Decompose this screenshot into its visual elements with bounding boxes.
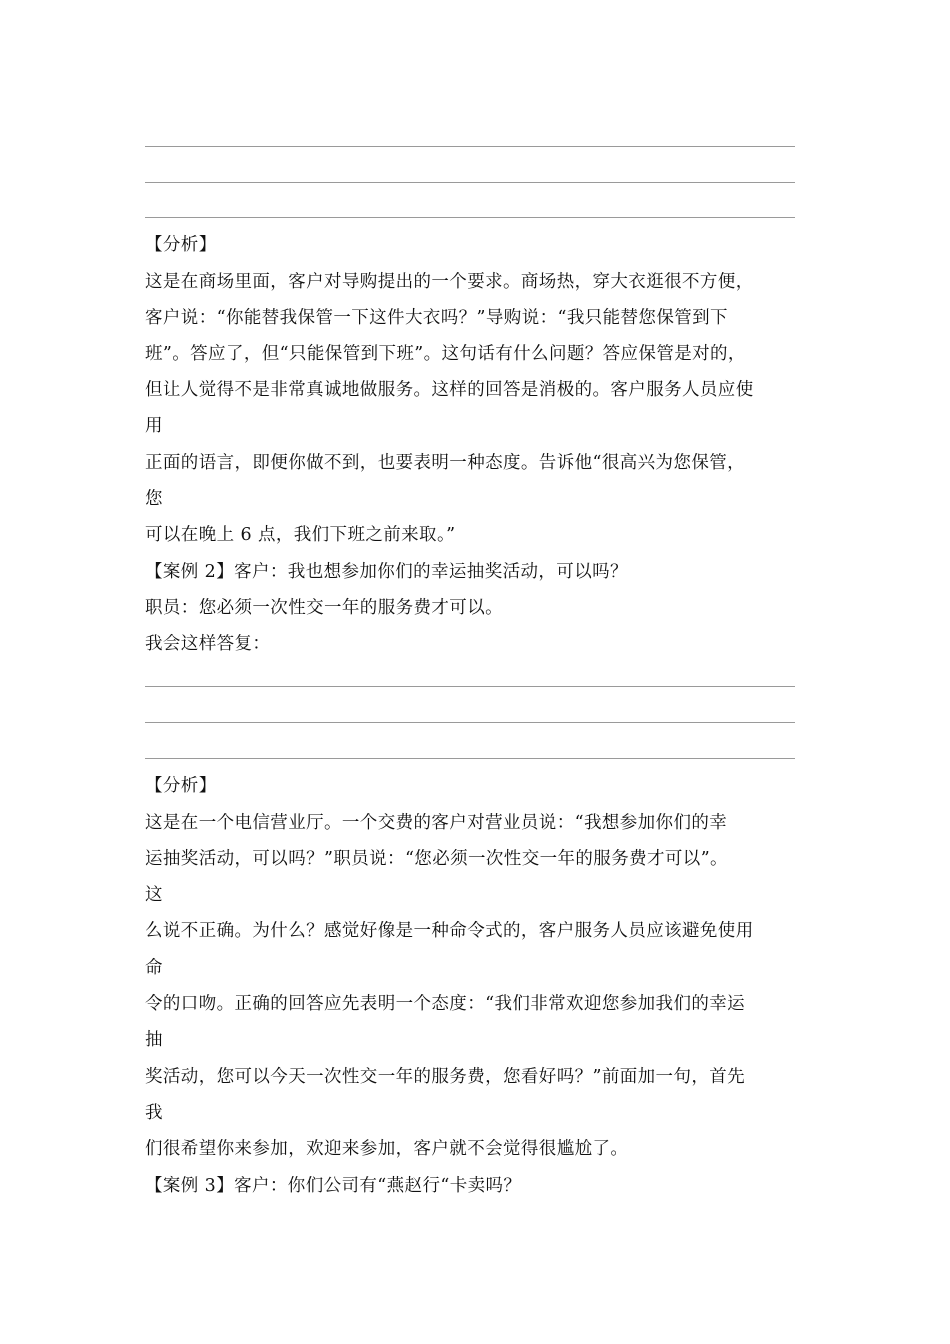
paragraph-line: 但让人觉得不是非常真诚地做服务。这样的回答是消极的。客户服务人员应使 bbox=[145, 380, 754, 400]
paragraph-line: 可以在晚上 6 点，我们下班之前来取。” bbox=[145, 525, 456, 545]
section-heading-analysis: 【分析】 bbox=[145, 776, 217, 796]
paragraph-line: 我会这样答复： bbox=[145, 634, 271, 654]
case-heading: 【案例 2】客户：我也想参加你们的幸运抽奖活动，可以吗？ bbox=[145, 562, 628, 582]
paragraph-line: 么说不正确。为什么？感觉好像是一种命令式的，客户服务人员应该避免使用 bbox=[145, 921, 754, 941]
answer-blank-line bbox=[145, 686, 795, 687]
answer-blank-line bbox=[145, 217, 795, 218]
answer-blank-line bbox=[145, 146, 795, 147]
paragraph-line: 这是在一个电信营业厅。一个交费的客户对营业员说：“我想参加你们的幸 bbox=[145, 813, 728, 833]
paragraph-line: 客户说：“你能替我保管一下这件大衣吗？”导购说：“我只能替您保管到下 bbox=[145, 308, 728, 328]
paragraph-line: 命 bbox=[145, 958, 163, 978]
paragraph-line: 班”。答应了，但“只能保管到下班”。这句话有什么问题？答应保管是对的， bbox=[145, 344, 746, 364]
paragraph-line: 奖活动，您可以今天一次性交一年的服务费，您看好吗？”前面加一句，首先 bbox=[145, 1067, 746, 1087]
paragraph-line: 您 bbox=[145, 489, 163, 509]
paragraph-line: 运抽奖活动，可以吗？”职员说：“您必须一次性交一年的服务费才可以”。 bbox=[145, 849, 728, 869]
paragraph-line: 这 bbox=[145, 885, 163, 905]
paragraph-line: 用 bbox=[145, 416, 163, 436]
paragraph-line: 令的口吻。正确的回答应先表明一个态度：“我们非常欢迎您参加我们的幸运 bbox=[145, 994, 746, 1014]
paragraph-line: 正面的语言，即便你做不到，也要表明一种态度。告诉他“很高兴为您保管， bbox=[145, 453, 746, 473]
case-heading: 【案例 3】客户：你们公司有“燕赵行“卡卖吗？ bbox=[145, 1176, 522, 1196]
answer-blank-line bbox=[145, 758, 795, 759]
answer-blank-line bbox=[145, 722, 795, 723]
paragraph-line: 这是在商场里面，客户对导购提出的一个要求。商场热，穿大衣逛很不方便， bbox=[145, 272, 754, 292]
answer-blank-line bbox=[145, 182, 795, 183]
paragraph-line: 职员：您必须一次性交一年的服务费才可以。 bbox=[145, 598, 503, 618]
paragraph-line: 抽 bbox=[145, 1030, 163, 1050]
paragraph-line: 们很希望你来参加，欢迎来参加，客户就不会觉得很尴尬了。 bbox=[145, 1139, 629, 1159]
section-heading-analysis: 【分析】 bbox=[145, 235, 217, 255]
paragraph-line: 我 bbox=[145, 1103, 163, 1123]
